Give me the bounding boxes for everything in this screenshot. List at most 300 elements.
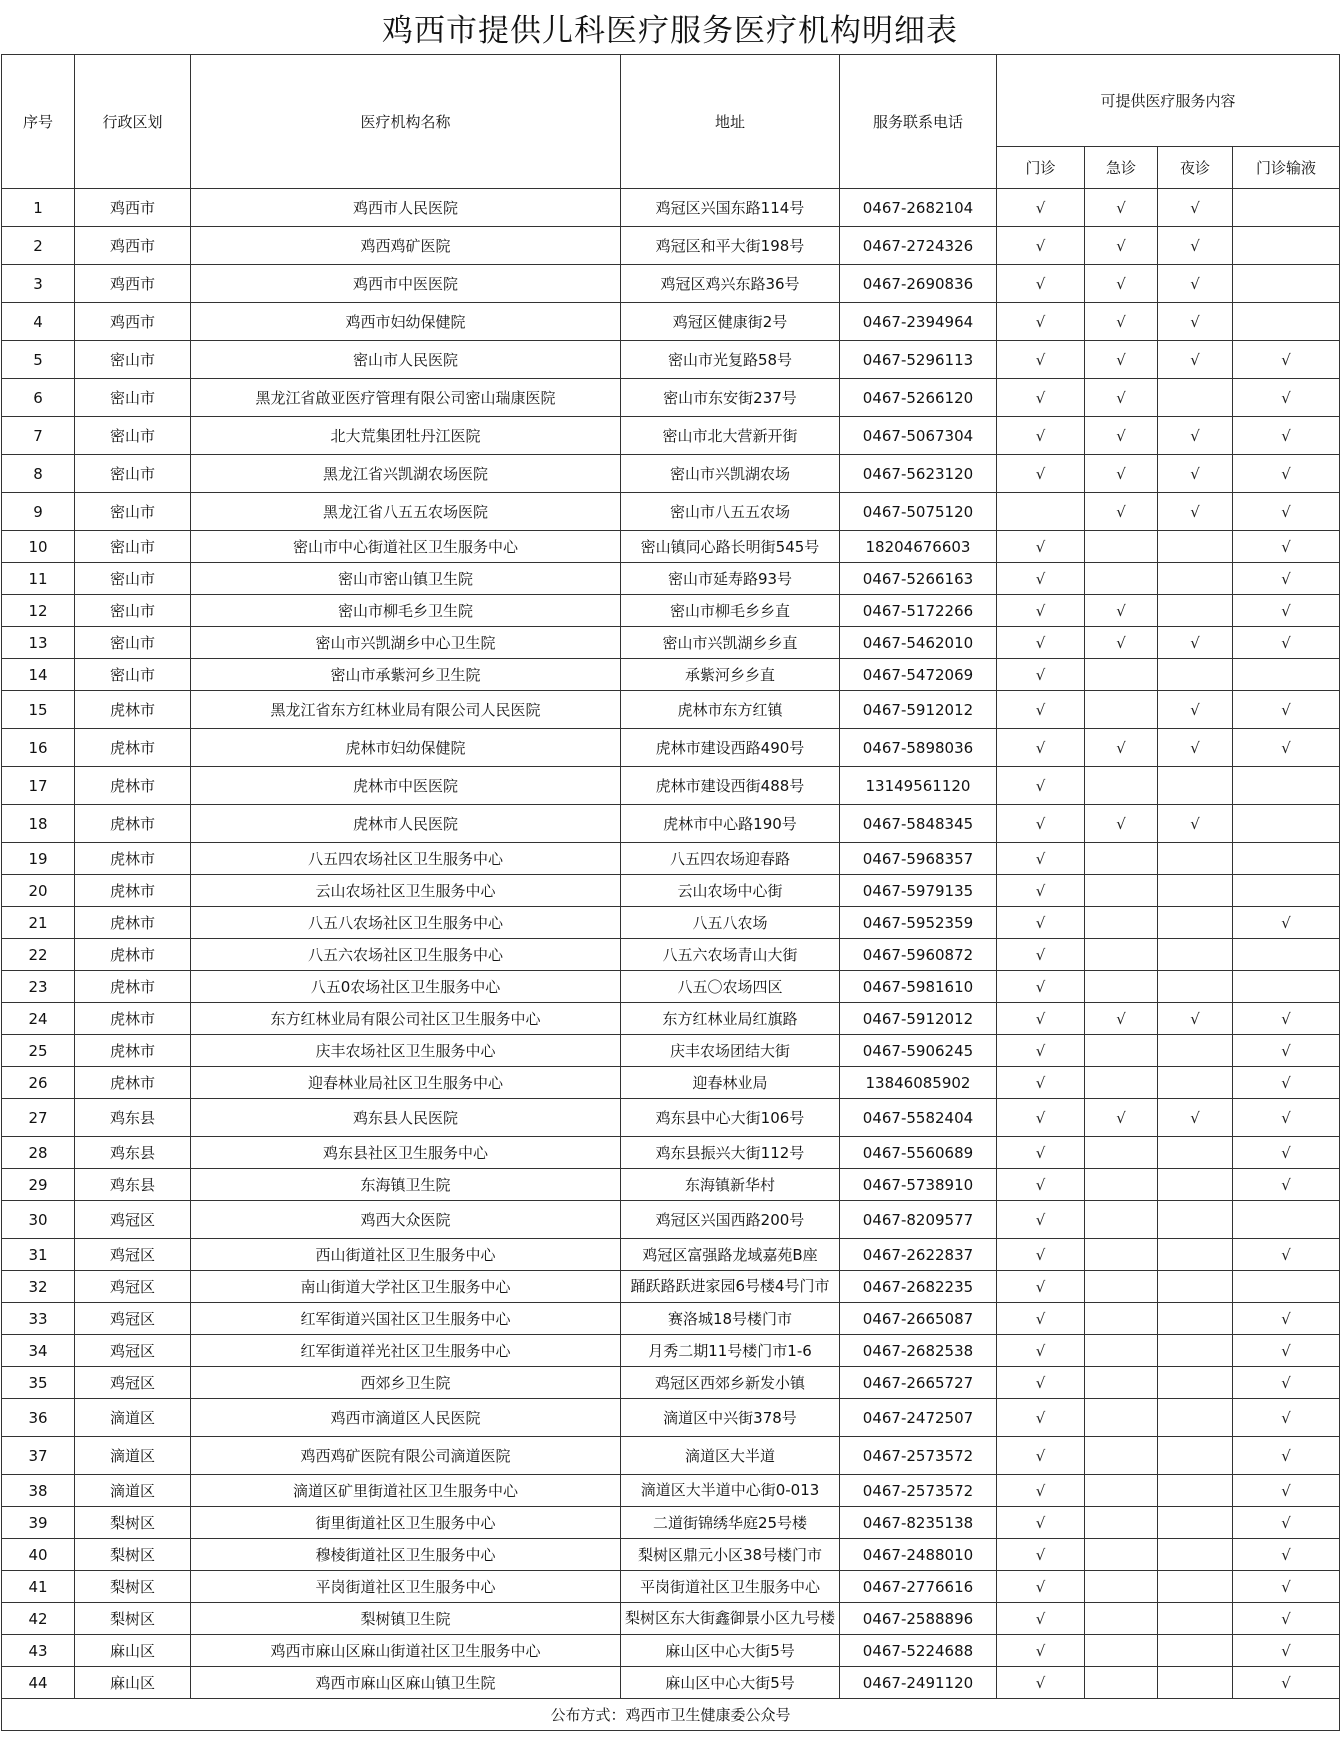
cell-district: 鸡西市 [75,303,191,341]
cell-institution-name: 北大荒集团牡丹江医院 [191,417,621,455]
cell-district: 虎林市 [75,939,191,971]
cell-infusion-mark: √ [1233,1067,1340,1099]
cell-infusion-mark: √ [1233,1303,1340,1335]
cell-phone: 0467-5472069 [840,659,997,691]
cell-outpatient-mark: √ [997,805,1085,843]
table-body [2,189,1340,1699]
cell-district: 虎林市 [75,1003,191,1035]
cell-night-mark [1158,1475,1233,1507]
cell-night-mark [1158,843,1233,875]
cell-night-mark: √ [1158,303,1233,341]
page-title: 鸡西市提供儿科医疗服务医疗机构明细表 [382,12,958,49]
cell-phone: 0467-2472507 [840,1399,997,1437]
cell-address: 麻山区中心大街5号 [621,1635,840,1667]
cell-outpatient-mark: √ [997,1399,1085,1437]
cell-night-mark: √ [1158,189,1233,227]
table-row [2,1571,1340,1603]
cell-phone: 0467-5898036 [840,729,997,767]
cell-district: 麻山区 [75,1667,191,1699]
cell-night-mark: √ [1158,691,1233,729]
footer-row [2,1699,1340,1731]
cell-phone: 0467-5906245 [840,1035,997,1067]
col-header-infusion: 门诊输液 [1233,147,1340,189]
cell-emergency-mark [1085,971,1158,1003]
cell-phone: 0467-2488010 [840,1539,997,1571]
cell-district: 虎林市 [75,875,191,907]
cell-institution-name: 西山街道社区卫生服务中心 [191,1239,621,1271]
cell-phone: 0467-2665727 [840,1367,997,1399]
cell-outpatient-mark [997,493,1085,531]
cell-district: 鸡东县 [75,1099,191,1137]
table-row [2,227,1340,265]
cell-address: 鸡冠区鸡兴东路36号 [621,265,840,303]
cell-institution-name: 东海镇卫生院 [191,1169,621,1201]
cell-emergency-mark [1085,659,1158,691]
cell-phone: 0467-5172266 [840,595,997,627]
cell-institution-name: 虎林市人民医院 [191,805,621,843]
cell-outpatient-mark: √ [997,1667,1085,1699]
cell-emergency-mark [1085,875,1158,907]
cell-district: 密山市 [75,531,191,563]
cell-address: 梨树区东大街鑫御景小区九号楼 [621,1603,840,1635]
cell-phone: 0467-5952359 [840,907,997,939]
cell-night-mark [1158,1571,1233,1603]
cell-outpatient-mark: √ [997,1635,1085,1667]
table-row [2,531,1340,563]
cell-night-mark: √ [1158,227,1233,265]
cell-emergency-mark [1085,1667,1158,1699]
cell-phone: 0467-5560689 [840,1137,997,1169]
cell-no: 1 [2,189,75,227]
cell-infusion-mark: √ [1233,729,1340,767]
cell-emergency-mark [1085,1571,1158,1603]
cell-emergency-mark [1085,691,1158,729]
cell-address: 平岗街道社区卫生服务中心 [621,1571,840,1603]
cell-night-mark [1158,939,1233,971]
cell-institution-name: 密山市柳毛乡卫生院 [191,595,621,627]
table-row [2,1475,1340,1507]
cell-emergency-mark: √ [1085,1099,1158,1137]
cell-night-mark [1158,875,1233,907]
cell-outpatient-mark: √ [997,1367,1085,1399]
cell-address: 承紫河乡乡直 [621,659,840,691]
cell-infusion-mark: √ [1233,1571,1340,1603]
cell-infusion-mark: √ [1233,1169,1340,1201]
cell-infusion-mark: √ [1233,341,1340,379]
cell-address: 滴道区大半道 [621,1437,840,1475]
cell-infusion-mark: √ [1233,1137,1340,1169]
cell-institution-name: 西郊乡卫生院 [191,1367,621,1399]
cell-institution-name: 鸡西市人民医院 [191,189,621,227]
cell-phone: 0467-2573572 [840,1475,997,1507]
cell-address: 月秀二期11号楼门市1-6 [621,1335,840,1367]
cell-district: 密山市 [75,417,191,455]
cell-emergency-mark: √ [1085,265,1158,303]
cell-outpatient-mark: √ [997,875,1085,907]
cell-district: 鸡西市 [75,227,191,265]
cell-outpatient-mark: √ [997,659,1085,691]
table-row [2,1271,1340,1303]
cell-institution-name: 街里街道社区卫生服务中心 [191,1507,621,1539]
cell-no: 6 [2,379,75,417]
cell-infusion-mark [1233,1271,1340,1303]
header-row-top [2,55,1340,147]
cell-district: 密山市 [75,627,191,659]
cell-outpatient-mark: √ [997,1201,1085,1239]
cell-address: 密山市光复路58号 [621,341,840,379]
cell-district: 梨树区 [75,1539,191,1571]
cell-phone: 13149561120 [840,767,997,805]
cell-no: 24 [2,1003,75,1035]
cell-emergency-mark [1085,939,1158,971]
cell-phone: 0467-5738910 [840,1169,997,1201]
cell-no: 21 [2,907,75,939]
cell-address: 庆丰农场团结大街 [621,1035,840,1067]
cell-night-mark [1158,1239,1233,1271]
col-header-emergency: 急诊 [1085,147,1158,189]
cell-institution-name: 迎春林业局社区卫生服务中心 [191,1067,621,1099]
cell-no: 15 [2,691,75,729]
cell-district: 密山市 [75,563,191,595]
table-row [2,1239,1340,1271]
cell-phone: 0467-2682235 [840,1271,997,1303]
cell-district: 虎林市 [75,971,191,1003]
table-row [2,189,1340,227]
cell-infusion-mark: √ [1233,1335,1340,1367]
cell-infusion-mark: √ [1233,493,1340,531]
cell-address: 虎林市建设西路490号 [621,729,840,767]
cell-no: 38 [2,1475,75,1507]
cell-no: 43 [2,1635,75,1667]
cell-outpatient-mark: √ [997,729,1085,767]
table-row [2,875,1340,907]
cell-night-mark: √ [1158,265,1233,303]
cell-night-mark [1158,1137,1233,1169]
table-row [2,939,1340,971]
cell-district: 滴道区 [75,1475,191,1507]
cell-phone: 0467-5960872 [840,939,997,971]
cell-phone: 0467-5623120 [840,455,997,493]
cell-emergency-mark [1085,907,1158,939]
cell-night-mark: √ [1158,417,1233,455]
cell-district: 虎林市 [75,843,191,875]
cell-outpatient-mark: √ [997,1475,1085,1507]
cell-institution-name: 鸡西大众医院 [191,1201,621,1239]
cell-district: 虎林市 [75,729,191,767]
cell-infusion-mark: √ [1233,1239,1340,1271]
cell-institution-name: 密山市兴凯湖乡中心卫生院 [191,627,621,659]
cell-infusion-mark [1233,265,1340,303]
cell-no: 30 [2,1201,75,1239]
publish-note: 公布方式：鸡西市卫生健康委公众号 [2,1699,1340,1731]
table-row [2,493,1340,531]
cell-outpatient-mark: √ [997,1169,1085,1201]
cell-district: 梨树区 [75,1507,191,1539]
cell-institution-name: 南山街道大学社区卫生服务中心 [191,1271,621,1303]
cell-district: 密山市 [75,341,191,379]
cell-institution-name: 虎林市妇幼保健院 [191,729,621,767]
cell-district: 鸡冠区 [75,1271,191,1303]
cell-institution-name: 密山市中心街道社区卫生服务中心 [191,531,621,563]
cell-night-mark [1158,1335,1233,1367]
cell-emergency-mark [1085,1635,1158,1667]
cell-no: 5 [2,341,75,379]
cell-address: 鸡冠区富强路龙域嘉苑B座 [621,1239,840,1271]
table-row [2,563,1340,595]
table-row [2,417,1340,455]
cell-emergency-mark [1085,1437,1158,1475]
cell-institution-name: 黑龙江省兴凯湖农场医院 [191,455,621,493]
cell-night-mark: √ [1158,455,1233,493]
table-row [2,379,1340,417]
cell-emergency-mark: √ [1085,417,1158,455]
table-row [2,455,1340,493]
cell-no: 35 [2,1367,75,1399]
cell-outpatient-mark: √ [997,531,1085,563]
cell-outpatient-mark: √ [997,907,1085,939]
table-row [2,1399,1340,1437]
cell-address: 密山市北大营新开街 [621,417,840,455]
cell-phone: 0467-2690836 [840,265,997,303]
table-row [2,1035,1340,1067]
cell-no: 32 [2,1271,75,1303]
cell-address: 虎林市建设西街488号 [621,767,840,805]
table-row [2,595,1340,627]
cell-address: 八五八农场 [621,907,840,939]
cell-no: 4 [2,303,75,341]
cell-emergency-mark: √ [1085,341,1158,379]
cell-emergency-mark: √ [1085,1003,1158,1035]
cell-phone: 0467-5462010 [840,627,997,659]
cell-institution-name: 庆丰农场社区卫生服务中心 [191,1035,621,1067]
cell-emergency-mark [1085,1539,1158,1571]
cell-infusion-mark: √ [1233,595,1340,627]
col-header-services: 可提供医疗服务内容 [997,55,1340,147]
table-row [2,1335,1340,1367]
cell-night-mark: √ [1158,1003,1233,1035]
cell-infusion-mark [1233,659,1340,691]
cell-night-mark [1158,1539,1233,1571]
cell-phone: 0467-5075120 [840,493,997,531]
cell-institution-name: 密山市承紫河乡卫生院 [191,659,621,691]
cell-emergency-mark [1085,1239,1158,1271]
cell-phone: 0467-8209577 [840,1201,997,1239]
cell-outpatient-mark: √ [997,417,1085,455]
cell-no: 33 [2,1303,75,1335]
cell-institution-name: 穆棱街道社区卫生服务中心 [191,1539,621,1571]
cell-address: 密山市八五五农场 [621,493,840,531]
cell-night-mark [1158,1635,1233,1667]
table-row [2,627,1340,659]
cell-phone: 0467-2622837 [840,1239,997,1271]
cell-district: 鸡冠区 [75,1367,191,1399]
cell-no: 36 [2,1399,75,1437]
cell-emergency-mark: √ [1085,729,1158,767]
cell-night-mark [1158,1169,1233,1201]
cell-address: 鸡东县振兴大街112号 [621,1137,840,1169]
cell-outpatient-mark: √ [997,455,1085,493]
cell-outpatient-mark: √ [997,341,1085,379]
cell-no: 25 [2,1035,75,1067]
cell-phone: 0467-2776616 [840,1571,997,1603]
cell-infusion-mark: √ [1233,907,1340,939]
cell-infusion-mark [1233,227,1340,265]
cell-outpatient-mark: √ [997,1239,1085,1271]
cell-outpatient-mark: √ [997,1335,1085,1367]
cell-phone: 0467-5848345 [840,805,997,843]
table-row [2,691,1340,729]
cell-phone: 0467-2665087 [840,1303,997,1335]
cell-no: 28 [2,1137,75,1169]
cell-outpatient-mark: √ [997,563,1085,595]
table-row [2,1137,1340,1169]
cell-phone: 0467-2682104 [840,189,997,227]
cell-outpatient-mark: √ [997,379,1085,417]
cell-district: 虎林市 [75,907,191,939]
cell-infusion-mark: √ [1233,1539,1340,1571]
cell-district: 麻山区 [75,1635,191,1667]
cell-infusion-mark: √ [1233,531,1340,563]
cell-emergency-mark: √ [1085,595,1158,627]
table-row [2,265,1340,303]
cell-outpatient-mark: √ [997,1137,1085,1169]
cell-outpatient-mark: √ [997,843,1085,875]
cell-outpatient-mark: √ [997,767,1085,805]
cell-night-mark [1158,595,1233,627]
cell-phone: 13846085902 [840,1067,997,1099]
table-row [2,1003,1340,1035]
cell-night-mark [1158,767,1233,805]
cell-emergency-mark [1085,1169,1158,1201]
cell-night-mark [1158,1367,1233,1399]
cell-night-mark: √ [1158,805,1233,843]
cell-institution-name: 黑龙江省东方红林业局有限公司人民医院 [191,691,621,729]
cell-no: 12 [2,595,75,627]
table-row [2,767,1340,805]
table-row [2,1067,1340,1099]
cell-address: 虎林市东方红镇 [621,691,840,729]
table-row [2,341,1340,379]
cell-no: 31 [2,1239,75,1271]
cell-address: 东海镇新华村 [621,1169,840,1201]
cell-institution-name: 红军街道祥光社区卫生服务中心 [191,1335,621,1367]
cell-institution-name: 东方红林业局有限公司社区卫生服务中心 [191,1003,621,1035]
cell-no: 20 [2,875,75,907]
cell-infusion-mark: √ [1233,1367,1340,1399]
cell-outpatient-mark: √ [997,627,1085,659]
cell-emergency-mark: √ [1085,227,1158,265]
cell-infusion-mark [1233,1201,1340,1239]
cell-address: 梨树区鼎元小区38号楼门市 [621,1539,840,1571]
cell-emergency-mark [1085,1201,1158,1239]
cell-infusion-mark [1233,767,1340,805]
cell-no: 8 [2,455,75,493]
cell-phone: 0467-5296113 [840,341,997,379]
col-header-no: 序号 [2,55,75,189]
cell-address: 迎春林业局 [621,1067,840,1099]
cell-district: 密山市 [75,493,191,531]
cell-infusion-mark [1233,939,1340,971]
table-row [2,1169,1340,1201]
cell-institution-name: 八五六农场社区卫生服务中心 [191,939,621,971]
cell-no: 40 [2,1539,75,1571]
table-row [2,971,1340,1003]
cell-emergency-mark [1085,1399,1158,1437]
cell-phone: 0467-8235138 [840,1507,997,1539]
cell-phone: 0467-5979135 [840,875,997,907]
cell-night-mark: √ [1158,729,1233,767]
cell-no: 13 [2,627,75,659]
col-header-phone: 服务联系电话 [840,55,997,189]
cell-phone: 0467-5266163 [840,563,997,595]
col-header-name: 医疗机构名称 [191,55,621,189]
cell-institution-name: 鸡西鸡矿医院有限公司滴道医院 [191,1437,621,1475]
cell-emergency-mark [1085,767,1158,805]
cell-emergency-mark: √ [1085,189,1158,227]
cell-night-mark [1158,971,1233,1003]
cell-district: 鸡西市 [75,189,191,227]
cell-address: 滴道区中兴街378号 [621,1399,840,1437]
cell-institution-name: 密山市密山镇卫生院 [191,563,621,595]
cell-infusion-mark: √ [1233,379,1340,417]
cell-address: 八五六农场青山大街 [621,939,840,971]
cell-phone: 0467-5912012 [840,1003,997,1035]
cell-emergency-mark [1085,1137,1158,1169]
cell-outpatient-mark: √ [997,1571,1085,1603]
cell-phone: 18204676603 [840,531,997,563]
cell-no: 39 [2,1507,75,1539]
cell-no: 18 [2,805,75,843]
cell-emergency-mark [1085,1507,1158,1539]
cell-phone: 0467-5224688 [840,1635,997,1667]
cell-no: 34 [2,1335,75,1367]
cell-no: 3 [2,265,75,303]
cell-infusion-mark [1233,971,1340,1003]
col-header-outpatient: 门诊 [997,147,1085,189]
table-row [2,907,1340,939]
cell-institution-name: 鸡西市麻山区麻山镇卫生院 [191,1667,621,1699]
cell-no: 17 [2,767,75,805]
cell-emergency-mark [1085,1367,1158,1399]
cell-infusion-mark: √ [1233,1667,1340,1699]
cell-district: 密山市 [75,379,191,417]
cell-infusion-mark: √ [1233,1635,1340,1667]
cell-address: 密山市柳毛乡乡直 [621,595,840,627]
cell-institution-name: 黑龙江省八五五农场医院 [191,493,621,531]
cell-night-mark [1158,1667,1233,1699]
cell-district: 虎林市 [75,1067,191,1099]
cell-institution-name: 鸡东县人民医院 [191,1099,621,1137]
cell-night-mark: √ [1158,627,1233,659]
cell-phone: 0467-5968357 [840,843,997,875]
cell-institution-name: 黑龙江省啟亚医疗管理有限公司密山瑞康医院 [191,379,621,417]
cell-infusion-mark: √ [1233,1475,1340,1507]
cell-institution-name: 平岗街道社区卫生服务中心 [191,1571,621,1603]
cell-address: 赛洛城18号楼门市 [621,1303,840,1335]
cell-outpatient-mark: √ [997,1437,1085,1475]
cell-outpatient-mark: √ [997,1035,1085,1067]
cell-infusion-mark [1233,875,1340,907]
cell-night-mark [1158,563,1233,595]
table-row [2,1099,1340,1137]
cell-address: 虎林市中心路190号 [621,805,840,843]
cell-outpatient-mark: √ [997,265,1085,303]
cell-night-mark: √ [1158,341,1233,379]
cell-phone: 0467-2573572 [840,1437,997,1475]
cell-outpatient-mark: √ [997,1303,1085,1335]
cell-night-mark [1158,1437,1233,1475]
cell-infusion-mark [1233,189,1340,227]
